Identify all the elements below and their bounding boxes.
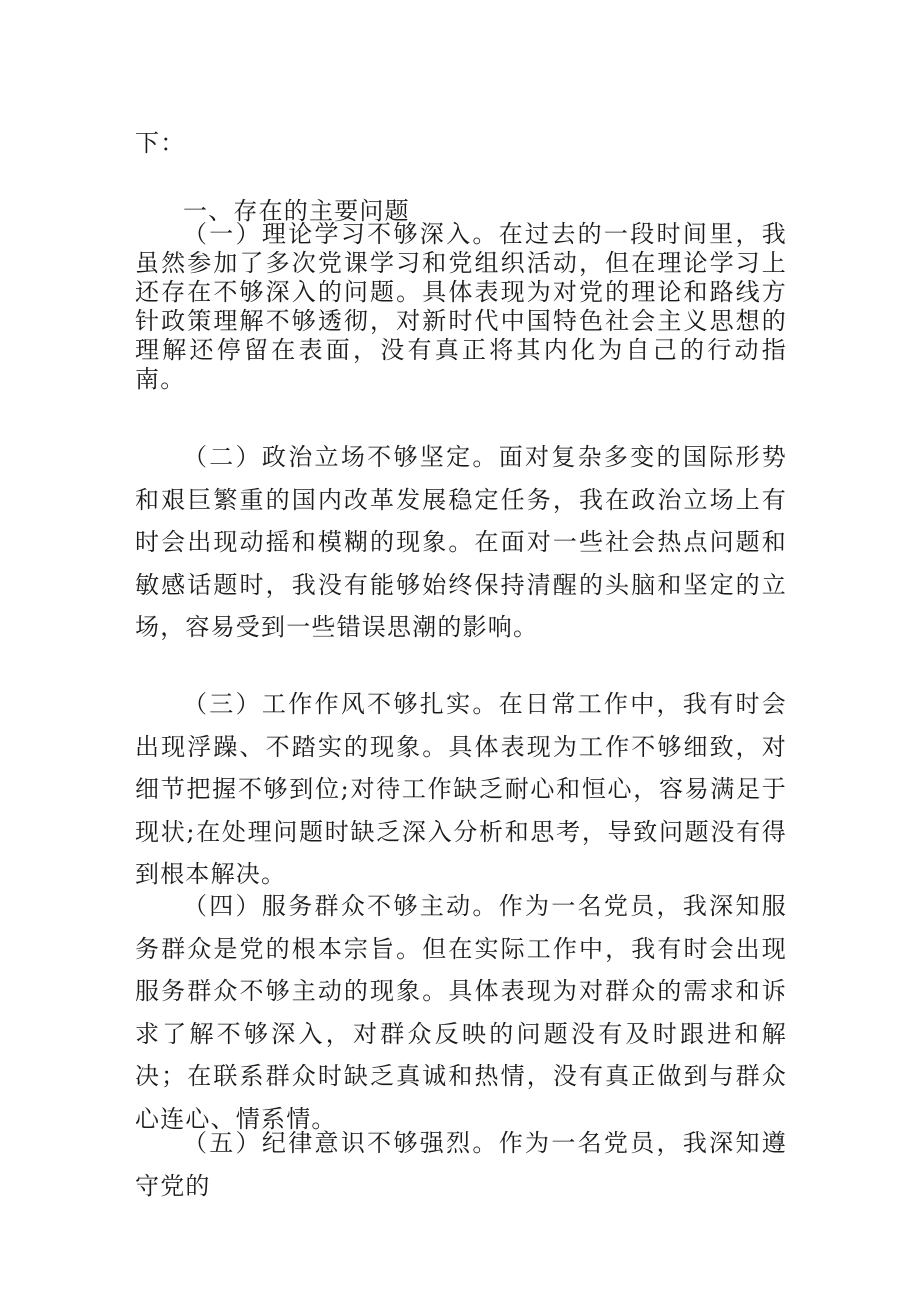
paragraph-discipline: （五）纪律意识不够强烈。作为一名党员，我深知遵守党的 [135, 1129, 787, 1200]
paragraph-serving-masses: （四）服务群众不够主动。作为一名党员，我深知服务群众是党的根本宗旨。但在实际工作中，我有时会出现服务群众不够主动的现象。具体表现为对群众的需求和诉求了解不够深入，对群众反映的问题没有及时跟进和解决；在联系群众时缺乏真诚和热情，没有真正做到与群众心连心、情系情。 [135, 892, 787, 1133]
section-heading: 一、存在的主要问题 [183, 197, 410, 225]
paragraph-work-style: （三）工作作风不够扎实。在日常工作中，我有时会出现浮躁、不踏实的现象。具体表现为工作不够细致，对细节把握不够到位;对待工作缺乏耐心和恒心，容易满足于现状;在处理问题时缺乏深入分析和思考，导致问题没有得到根本解决。 [135, 690, 787, 888]
paragraph-political-stance: （二）政治立场不够坚定。面对复杂多变的国际形势和艰巨繁重的国内改革发展稳定任务，我在政治立场上有时会出现动摇和模糊的现象。在面对一些社会热点问题和敏感话题时，我没有能够始终保持清醒的头脑和坚定的立场，容易受到一些错误思潮的影响。 [135, 443, 787, 641]
continuation-text: 下： [135, 129, 186, 157]
paragraph-theory-study: （一）理论学习不够深入。在过去的一段时间里，我虽然参加了多次党课学习和党组织活动，但在理论学习上还存在不够深入的问题。具体表现为对党的理论和路线方针政策理解不够透彻，对新时代中国特色社会主义思想的理解还停留在表面，没有真正将其内化为自己的行动指南。 [135, 220, 787, 393]
